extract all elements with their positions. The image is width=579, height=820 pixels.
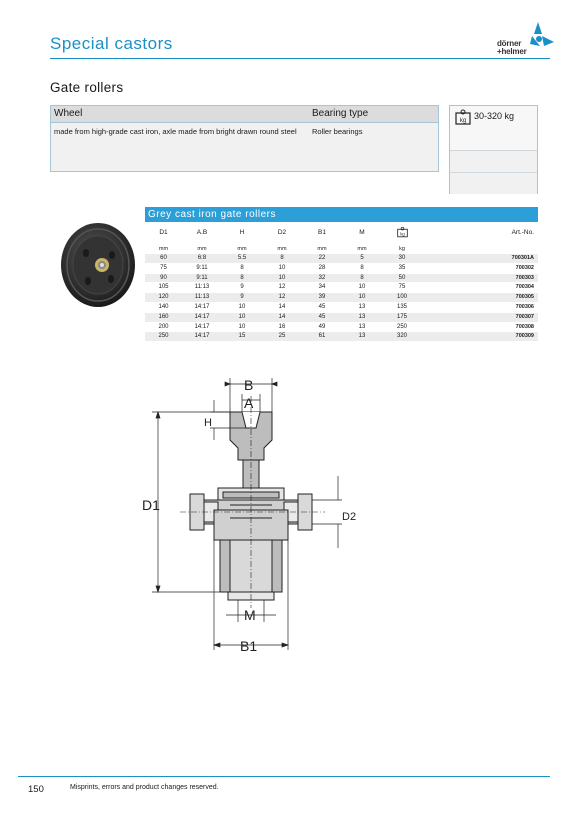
unit-load: kg	[399, 246, 405, 252]
spec-body-row	[51, 123, 438, 171]
spec-header-bearing: Bearing type	[312, 108, 369, 119]
cell-ab: 14:17	[182, 322, 222, 332]
cell-h: 10	[222, 302, 262, 312]
unit-art	[462, 244, 538, 254]
cell-spacer	[422, 322, 462, 332]
spec-table	[50, 105, 439, 172]
dim-label-m: M	[244, 607, 256, 623]
cell-d2: 16	[262, 322, 302, 332]
cell-load: 75	[382, 283, 422, 293]
spec-header-row	[51, 106, 438, 123]
cell-load: 135	[382, 302, 422, 312]
unit-d1: mm	[158, 246, 169, 252]
gate-roller-table	[145, 222, 538, 342]
cell-h: 5.5	[222, 254, 262, 263]
weight-kg-icon	[455, 109, 471, 125]
cell-art-no: 700305	[462, 293, 538, 303]
cell-load: 175	[382, 312, 422, 322]
cell-ab: 14:17	[182, 332, 222, 342]
cell-b1: 39	[302, 293, 342, 303]
cell-load: 30	[382, 254, 422, 263]
cell-b1: 45	[302, 302, 342, 312]
dim-label-d1: D1	[142, 497, 160, 513]
cell-art-no: 700309	[462, 332, 538, 342]
table-header-row	[145, 222, 538, 244]
cell-d1: 90	[145, 273, 182, 283]
table-row	[145, 312, 538, 322]
cell-load: 320	[382, 332, 422, 342]
cell-d1: 105	[145, 283, 182, 293]
cell-b1: 34	[302, 283, 342, 293]
cell-d1: 60	[145, 254, 182, 263]
cell-spacer	[422, 293, 462, 303]
cell-m: 8	[342, 263, 382, 273]
header-rule	[50, 58, 550, 59]
cell-b1: 32	[302, 273, 342, 283]
header-load	[382, 222, 422, 244]
logo-line-1: dörner	[497, 39, 522, 48]
dim-label-h: H	[204, 417, 212, 429]
dim-label-b: B	[244, 377, 254, 393]
cell-h: 10	[222, 322, 262, 332]
header-art-no: Art.-No.	[511, 229, 534, 236]
header-d1: D1	[159, 229, 168, 236]
cell-art-no: 700304	[462, 283, 538, 293]
cell-d2: 14	[262, 312, 302, 322]
cell-b1: 45	[302, 312, 342, 322]
cell-spacer	[422, 332, 462, 342]
cell-spacer	[422, 273, 462, 283]
table-units-row	[145, 244, 538, 254]
page-number: 150	[28, 784, 44, 795]
header-m: M	[359, 229, 365, 236]
cell-h: 8	[222, 273, 262, 283]
cell-art-no: 700301A	[462, 254, 538, 263]
table-row	[145, 322, 538, 332]
svg-text:kg: kg	[399, 231, 405, 237]
cell-m: 8	[342, 273, 382, 283]
unit-m: mm	[357, 246, 367, 252]
cell-art-no: 700302	[462, 263, 538, 273]
cell-d1: 140	[145, 302, 182, 312]
cell-d2: 25	[262, 332, 302, 342]
brand-logo-text	[497, 40, 527, 56]
header-h: H	[239, 229, 245, 236]
cell-m: 10	[342, 293, 382, 303]
cell-b1: 61	[302, 332, 342, 342]
cell-d1: 250	[145, 332, 182, 342]
cell-b1: 49	[302, 322, 342, 332]
cell-h: 9	[222, 283, 262, 293]
cell-spacer	[422, 263, 462, 273]
table-row	[145, 254, 538, 263]
header-b1: B1	[318, 229, 326, 236]
svg-text:kg: kg	[459, 118, 467, 124]
header-ab: A.B	[196, 229, 208, 236]
cell-art-no: 700307	[462, 312, 538, 322]
spec-bearing-text: Roller bearings	[312, 127, 363, 136]
load-capacity-value: 30-320 kg	[474, 111, 515, 121]
table-row	[145, 332, 538, 342]
cell-load: 50	[382, 273, 422, 283]
table-row	[145, 302, 538, 312]
cell-ab: 14:17	[182, 302, 222, 312]
cell-d2: 10	[262, 263, 302, 273]
cell-ab: 11:13	[182, 293, 222, 303]
dim-label-a: A	[244, 395, 254, 411]
cell-art-no: 700308	[462, 322, 538, 332]
cell-load: 35	[382, 263, 422, 273]
spec-wheel-text: made from high-grade cast iron, axle made from bright drawn round steel	[54, 127, 297, 136]
cell-m: 10	[342, 283, 382, 293]
cell-h: 8	[222, 263, 262, 273]
dim-label-d2: D2	[342, 511, 357, 523]
section-title: Gate rollers	[50, 80, 124, 95]
weight-kg-icon	[397, 226, 408, 238]
cell-m: 13	[342, 302, 382, 312]
footer-note: Misprints, errors and product changes reserved.	[70, 784, 219, 791]
cell-ab: 14:17	[182, 312, 222, 322]
unit-h: mm	[237, 246, 247, 252]
cell-spacer	[422, 254, 462, 263]
table-title: Grey cast iron gate rollers	[145, 207, 538, 222]
cell-ab: 11:13	[182, 283, 222, 293]
logo-line-2: +helmer	[497, 47, 527, 56]
cell-h: 15	[222, 332, 262, 342]
cell-m: 5	[342, 254, 382, 263]
header-d2: D2	[277, 229, 287, 236]
page-title: Special castors	[50, 34, 173, 53]
cell-m: 13	[342, 332, 382, 342]
cell-art-no: 700306	[462, 302, 538, 312]
header-spacer	[422, 222, 462, 244]
cell-h: 10	[222, 312, 262, 322]
gate-roller-photo	[58, 215, 136, 315]
cell-b1: 28	[302, 263, 342, 273]
table-row	[145, 263, 538, 273]
load-capacity-box	[449, 105, 538, 194]
unit-ab: mm	[197, 246, 207, 252]
cell-b1: 22	[302, 254, 342, 263]
table-row	[145, 273, 538, 283]
cell-load: 100	[382, 293, 422, 303]
cell-art-no: 700303	[462, 273, 538, 283]
cell-m: 13	[342, 322, 382, 332]
table-row	[145, 293, 538, 303]
cell-d2: 8	[262, 254, 302, 263]
cell-spacer	[422, 283, 462, 293]
cell-d1: 75	[145, 263, 182, 273]
spec-header-wheel: Wheel	[54, 108, 83, 119]
cell-d2: 14	[262, 302, 302, 312]
cell-h: 9	[222, 293, 262, 303]
cell-m: 13	[342, 312, 382, 322]
table-row	[145, 283, 538, 293]
side-row-empty-2	[450, 173, 537, 194]
unit-b1: mm	[317, 246, 327, 252]
cell-load: 250	[382, 322, 422, 332]
load-capacity-row	[450, 106, 537, 151]
cell-ab: 9:11	[182, 263, 222, 273]
side-row-empty-1	[450, 151, 537, 173]
cell-ab: 9:11	[182, 273, 222, 283]
unit-spacer	[422, 244, 462, 254]
cell-spacer	[422, 312, 462, 322]
cell-d2: 12	[262, 293, 302, 303]
dim-label-b1: B1	[240, 638, 258, 654]
cell-d1: 160	[145, 312, 182, 322]
cell-ab: 6:8	[182, 254, 222, 263]
footer-rule	[18, 776, 550, 777]
technical-drawing	[130, 370, 360, 660]
cell-spacer	[422, 302, 462, 312]
cell-d2: 10	[262, 273, 302, 283]
cell-d1: 200	[145, 322, 182, 332]
cell-d2: 12	[262, 283, 302, 293]
cell-d1: 120	[145, 293, 182, 303]
unit-d2: mm	[277, 246, 287, 252]
